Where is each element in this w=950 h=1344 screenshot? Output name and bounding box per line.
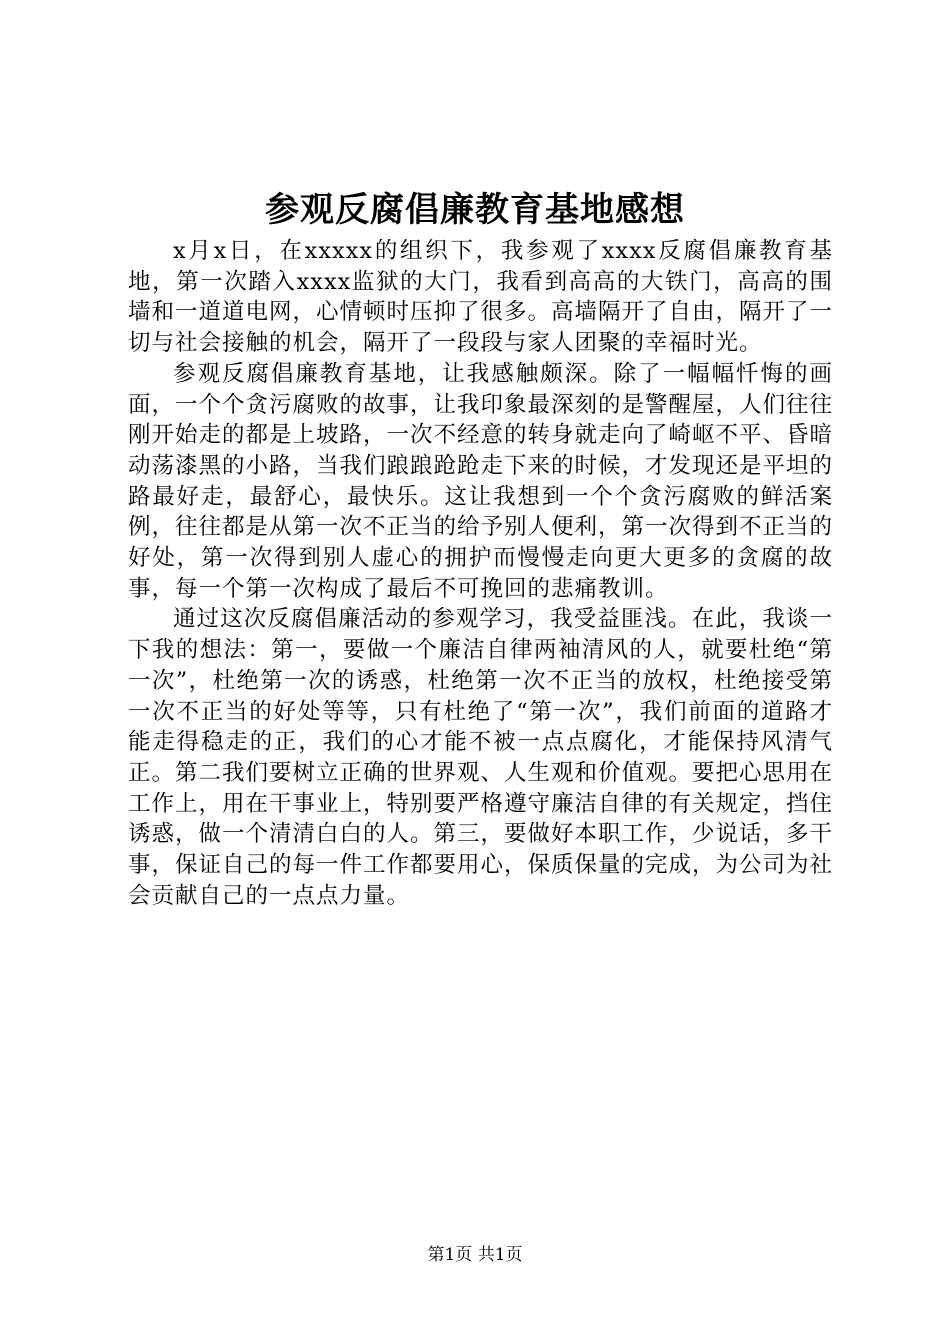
paragraph-2: 参观反腐倡廉教育基地，让我感触颇深。除了一幅幅忏悔的画面，一个个贪污腐败的故事，让我印象最深刻的是警醒屋，人们往往刚开始走的都是上坡路，一次不经意的转身就走向了崎岖不平、昏暗动荡漆黑的小路，当我们踉踉跄跄走下来的时候，才发现还是平坦的路最好走，最舒心，最快乐。这让我想到一个个贪污腐败的鲜活案例，往往都是从第一次不正当的给予别人便利，第一次得到不正当的好处，第一次得到别人虚心的拥护而慢慢走向更大更多的贪腐的故事，每一个第一次构成了最后不可挽回的悲痛教训。: [128, 360, 834, 602]
paragraph-1: x月x日，在xxxxx的组织下，我参观了xxxx反腐倡廉教育基地，第一次踏入xxxx监狱的大门，我看到高高的大铁门，高高的围墙和一道道电网，心情顿时压抑了很多。高墙隔开了自由，隔开了一切与社会接触的机会，隔开了一段段与家人团聚的幸福时光。: [128, 238, 834, 357]
document-title: 参观反腐倡廉教育基地感想: [265, 190, 685, 230]
paragraph-3: 通过这次反腐倡廉活动的参观学习，我受益匪浅。在此，我谈一下我的想法：第一，要做一个廉洁自律两袖清风的人，就要杜绝“第一次”，杜绝第一次的诱惑，杜绝第一次不正当的放权，杜绝接受第一次不正当的好处等等，只有杜绝了“第一次”，我们前面的道路才能走得稳走的正，我们的心才能不被一点点腐化，才能保持风清气正。第二我们要树立正确的世界观、人生观和价值观。要把心思用在工作上，用在干事业上，特别要严格遵守廉洁自律的有关规定，挡住诱惑，做一个清清白白的人。第三，要做好本职工作，少说话，多干事，保证自己的每一件工作都要用心，保质保量的完成，为公司为社会贡献自己的一点点力量。: [128, 606, 834, 909]
document-body: [128, 236, 833, 911]
page-footer: 第1页 共1页: [427, 1245, 523, 1265]
